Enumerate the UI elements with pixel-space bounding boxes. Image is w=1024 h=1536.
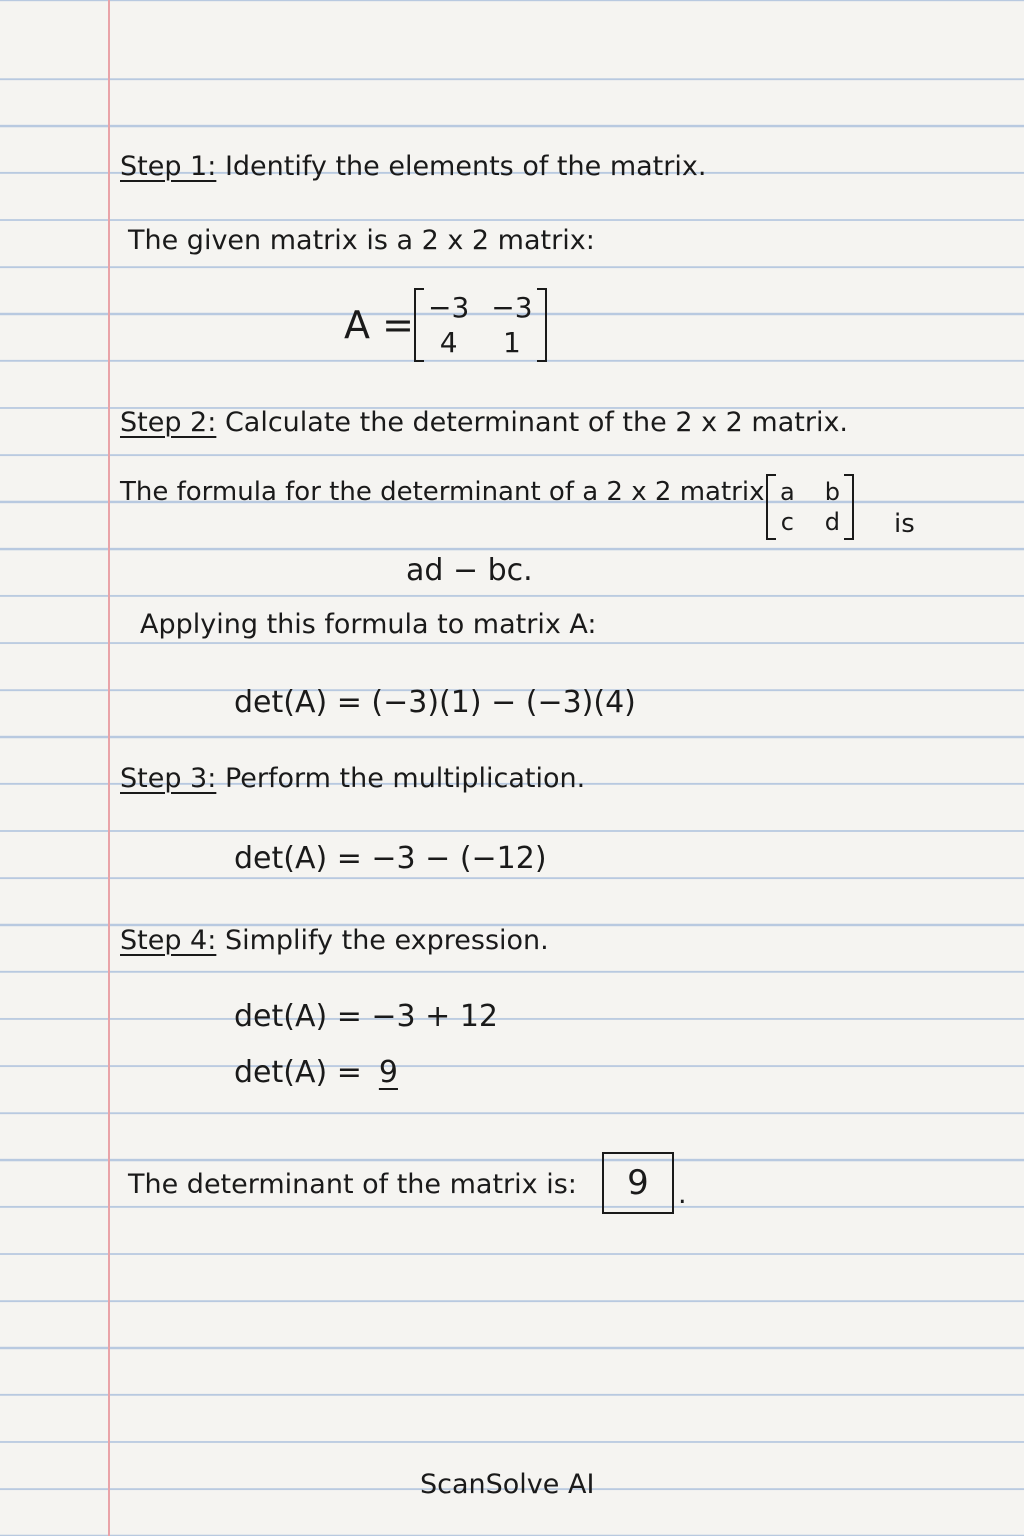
step2-label: Step 2: bbox=[120, 407, 217, 438]
left-bracket bbox=[414, 288, 424, 362]
matrix-cell: c bbox=[780, 508, 794, 536]
matrix-cell: d bbox=[824, 508, 840, 536]
matrix-a-entries bbox=[424, 291, 537, 359]
conclusion-period: . bbox=[678, 1179, 687, 1210]
right-bracket bbox=[844, 474, 854, 540]
boxed-answer bbox=[602, 1152, 674, 1214]
matrix-cell: 1 bbox=[503, 326, 521, 359]
step1-title: Identify the elements of the matrix. bbox=[224, 151, 707, 182]
matrix-cell: b bbox=[824, 478, 840, 506]
applying-text: Applying this formula to matrix A: bbox=[140, 609, 597, 640]
matrix-a bbox=[414, 288, 547, 362]
step2-heading bbox=[120, 408, 848, 438]
determinant-formula: ad − bc. bbox=[406, 553, 533, 588]
margin-line bbox=[108, 0, 110, 1536]
step1-label: Step 1: bbox=[120, 151, 217, 182]
step4-expression-2 bbox=[234, 1056, 405, 1089]
step3-expression: det(A) = −3 − (−12) bbox=[234, 841, 547, 876]
matrix-cell: −3 bbox=[491, 291, 533, 324]
matrix-cell: −3 bbox=[428, 291, 470, 324]
step3-title: Perform the multiplication. bbox=[224, 763, 586, 794]
formula-is: is bbox=[894, 509, 915, 539]
step4-expression-1: det(A) = −3 + 12 bbox=[234, 999, 499, 1034]
formula-intro: The formula for the determinant of a 2 x 2 matrix bbox=[120, 477, 765, 507]
step2-expression: det(A) = (−3)(1) − (−3)(4) bbox=[234, 685, 636, 720]
answer-value: 9 bbox=[627, 1163, 649, 1203]
generic-matrix bbox=[766, 474, 854, 540]
step4-heading bbox=[120, 926, 549, 956]
left-bracket bbox=[766, 474, 776, 540]
footer-brand: ScanSolve AI bbox=[420, 1469, 595, 1500]
step1-heading bbox=[120, 152, 706, 182]
step3-heading bbox=[120, 764, 585, 794]
matrix-cell: a bbox=[780, 478, 795, 506]
matrix-a-name: A = bbox=[344, 303, 414, 347]
step2-title: Calculate the determinant of the 2 x 2 matrix. bbox=[224, 407, 849, 438]
matrix-cell: 4 bbox=[439, 326, 458, 359]
result-value: 9 bbox=[378, 1055, 398, 1090]
right-bracket bbox=[537, 288, 547, 362]
step4-title: Simplify the expression. bbox=[224, 925, 549, 956]
step1-intro: The given matrix is a 2 x 2 matrix: bbox=[128, 225, 595, 256]
generic-matrix-entries bbox=[776, 478, 844, 536]
step4-label: Step 4: bbox=[120, 925, 217, 956]
conclusion-text: The determinant of the matrix is: bbox=[128, 1169, 577, 1200]
step3-label: Step 3: bbox=[120, 763, 217, 794]
step4-expression-prefix: det(A) = bbox=[234, 1055, 362, 1090]
